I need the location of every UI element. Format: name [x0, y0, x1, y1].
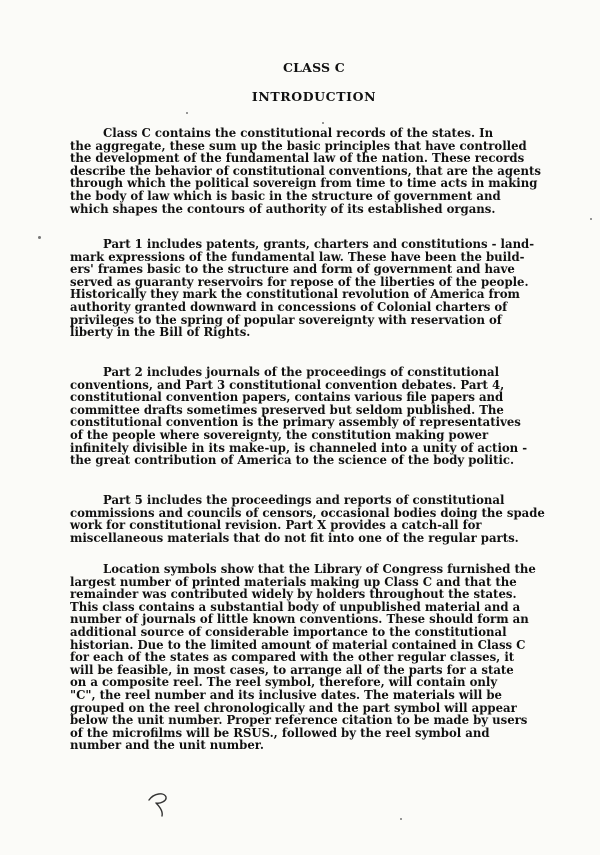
- text-line: authority granted downward in concessions of Colonial charters of: [70, 299, 508, 314]
- text-line: Part 5 includes the proceedings and reports of constitutional: [103, 493, 505, 507]
- scan-speck: [186, 112, 188, 114]
- text-line: for each of the states as compared with the other regular classes, it: [70, 650, 515, 665]
- text-line: commissions and councils of censors, occasional bodies doing the spade: [70, 505, 545, 520]
- text-line: describe the behavior of constitutional conventions, that are the agents: [70, 163, 541, 178]
- text-line: the aggregate, these sum up the basic principles that have controlled: [70, 138, 527, 153]
- scan-speck: [322, 122, 324, 124]
- text-line: Class C contains the constitutional records of the states. In: [103, 126, 494, 140]
- introduction-heading: INTRODUCTION: [251, 89, 377, 104]
- text-line: constitutional convention papers, contains various file papers and: [70, 390, 504, 405]
- text-line: ers' frames basic to the structure and form of government and have: [70, 262, 515, 277]
- text-line: number of journals of little known conventions. These should form an: [70, 612, 529, 627]
- text-line: on a composite reel. The reel symbol, therefore, will contain only: [70, 675, 498, 690]
- paragraph-part-1: [70, 238, 570, 339]
- text-line: grouped on the reel chronologically and the part symbol will appear: [70, 700, 517, 715]
- paragraph-parts-2-4: [70, 366, 570, 467]
- text-line: "C", the reel number and its inclusive dates. The materials will be: [70, 687, 502, 702]
- text-line: privileges to the spring of popular sovereignty with reservation of: [70, 312, 502, 327]
- text-line: Part 1 includes patents, grants, charters and constitutions - land-: [103, 237, 535, 251]
- text-line: conventions, and Part 3 constitutional convention debates. Part 4,: [70, 377, 505, 392]
- text-line: largest number of printed materials making up Class C and that the: [70, 574, 517, 589]
- text-line: This class contains a substantial body of unpublished material and a: [70, 599, 521, 614]
- paragraph-class-c-overview: [70, 127, 570, 215]
- text-line: mark expressions of the fundamental law. These have been the build-: [70, 249, 525, 264]
- text-line: served as guaranty reservoirs for repose of the liberties of the people.: [70, 274, 529, 289]
- text-line: Part 2 includes journals of the proceedings of constitutional: [103, 365, 500, 379]
- text-line: below the unit number. Proper reference citation to be made by users: [70, 713, 528, 728]
- text-line: historian. Due to the limited amount of material contained in Class C: [70, 637, 526, 652]
- text-line: through which the political sovereign from time to time acts in making: [70, 176, 538, 191]
- text-line: work for constitutional revision. Part X provides a catch-all for: [70, 518, 482, 533]
- text-line: the great contribution of America to the science of the body politic.: [70, 453, 515, 468]
- text-line: of the microfilms will be RSUS., followed by the reel symbol and: [70, 725, 490, 740]
- paragraph-location-symbols: [70, 563, 570, 752]
- text-line: liberty in the Bill of Rights.: [70, 325, 251, 340]
- text-line: committee drafts sometimes preserved but seldom published. The: [70, 402, 504, 417]
- text-line: Location symbols show that the Library of Congress furnished the: [103, 562, 536, 576]
- text-line: the body of law which is basic in the structure of government and: [70, 188, 501, 203]
- text-line: additional source of considerable importance to the constitutional: [70, 624, 507, 639]
- scan-speck: [400, 818, 402, 820]
- scan-speck: [38, 236, 41, 239]
- text-line: number and the unit number.: [70, 738, 264, 753]
- text-line: Historically they mark the constitutional revolution of America from: [70, 287, 520, 302]
- class-heading: CLASS C: [283, 60, 345, 75]
- scan-speck: [590, 218, 592, 220]
- text-line: infinitely divisible in its make-up, is channeled into a unity of action -: [70, 440, 528, 455]
- text-line: remainder was contributed widely by holders throughout the states.: [70, 587, 517, 602]
- text-line: the development of the fundamental law of the nation. These records: [70, 151, 525, 166]
- text-line: which shapes the contours of authority of its established organs.: [70, 201, 496, 216]
- text-line: of the people where sovereignty, the constitution making power: [70, 427, 489, 442]
- text-line: will be feasible, in most cases, to arrange all of the parts for a state: [70, 662, 514, 677]
- paragraph-part-5: [70, 494, 570, 544]
- text-line: miscellaneous materials that do not fit into one of the regular parts.: [70, 530, 519, 545]
- text-line: constitutional convention is the primary assembly of representatives: [70, 415, 521, 430]
- pen-mark-icon: [146, 788, 176, 818]
